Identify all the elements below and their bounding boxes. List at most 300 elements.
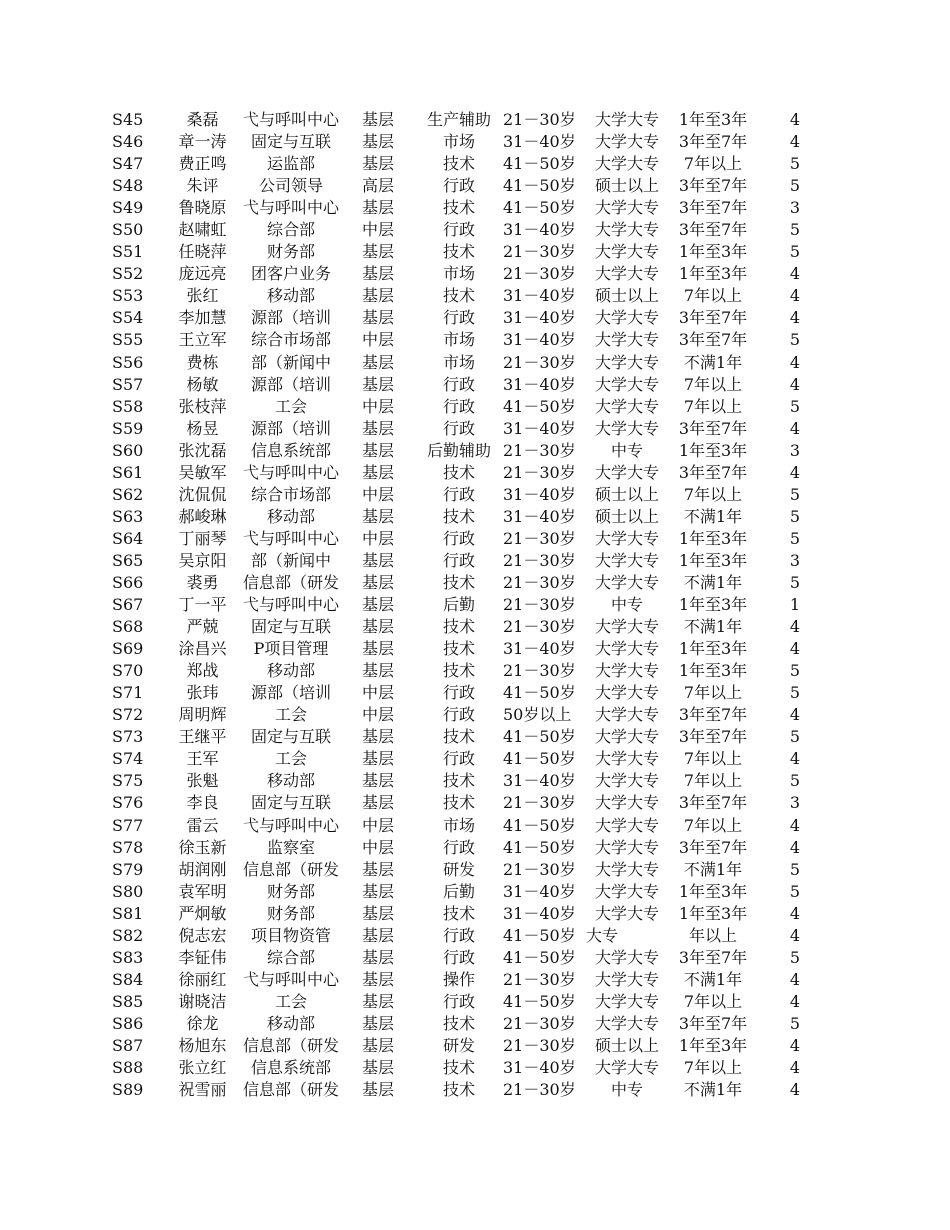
tenure-cell: 3年至7年 — [678, 330, 748, 350]
employee-id-cell: S66 — [112, 572, 144, 592]
table-row — [0, 241, 950, 263]
employee-name-cell: 杨敏 — [186, 374, 219, 394]
table-row — [0, 1057, 950, 1079]
employee-id-cell: S80 — [112, 881, 144, 901]
score-cell: 5 — [789, 484, 800, 504]
age-group-cell: 21－30岁 — [503, 859, 576, 879]
education-cell: 硕士以上 — [594, 484, 659, 504]
age-group-cell: 41－50岁 — [503, 947, 576, 967]
age-group-cell: 31－40岁 — [503, 220, 576, 240]
score-cell: 5 — [789, 154, 800, 174]
education-cell: 中专 — [610, 440, 643, 460]
age-group-cell: 21－30岁 — [503, 352, 576, 372]
education-cell: 硕士以上 — [594, 286, 659, 306]
tenure-cell: 1年至3年 — [678, 110, 748, 129]
job-category-cell: 市场 — [442, 330, 475, 350]
employee-name-cell: 张沈磊 — [178, 440, 227, 460]
employee-id-cell: S45 — [112, 110, 144, 129]
department-cell: 信息部（研发 — [242, 1035, 339, 1055]
tenure-cell: 7年以上 — [683, 396, 743, 416]
age-group-cell: 50岁以上 — [503, 705, 572, 725]
age-group-cell: 41－50岁 — [503, 154, 576, 174]
department-cell: 移动部 — [266, 1013, 315, 1033]
position-level-cell: 中层 — [361, 705, 394, 725]
tenure-cell: 1年至3年 — [678, 639, 748, 659]
employee-name-cell: 祝雪丽 — [178, 1080, 227, 1100]
education-cell: 大学大专 — [594, 572, 659, 592]
age-group-cell: 31－40岁 — [503, 132, 576, 152]
job-category-cell: 行政 — [442, 418, 475, 438]
education-cell: 大学大专 — [594, 771, 659, 791]
position-level-cell: 基层 — [361, 1035, 394, 1055]
employee-id-cell: S47 — [112, 154, 144, 174]
position-level-cell: 基层 — [361, 771, 394, 791]
table-row — [0, 329, 950, 351]
employee-id-cell: S72 — [112, 705, 144, 725]
job-category-cell: 行政 — [442, 484, 475, 504]
department-cell: 固定与互联 — [250, 617, 331, 637]
department-cell: 弋与呼叫中心 — [242, 110, 339, 129]
score-cell: 4 — [789, 286, 800, 306]
table-row — [0, 109, 950, 131]
tenure-cell: 不满1年 — [683, 572, 743, 592]
education-cell: 大学大专 — [594, 528, 659, 548]
tenure-cell: 7年以上 — [683, 1058, 743, 1078]
position-level-cell: 基层 — [361, 506, 394, 526]
employee-id-cell: S62 — [112, 484, 144, 504]
job-category-cell: 后勤辅助 — [426, 440, 491, 460]
tenure-cell: 7年以上 — [683, 484, 743, 504]
job-category-cell: 技术 — [442, 727, 475, 747]
job-category-cell: 操作 — [442, 969, 475, 989]
table-row — [0, 572, 950, 594]
employee-name-cell: 袁军明 — [178, 881, 227, 901]
job-category-cell: 技术 — [442, 793, 475, 813]
department-cell: 运监部 — [266, 154, 315, 174]
employee-name-cell: 李钲伟 — [178, 947, 227, 967]
score-cell: 3 — [789, 550, 800, 570]
table-row — [0, 462, 950, 484]
age-group-cell: 31－40岁 — [503, 418, 576, 438]
position-level-cell: 中层 — [361, 528, 394, 548]
position-level-cell: 基层 — [361, 132, 394, 152]
employee-id-cell: S64 — [112, 528, 144, 548]
table-row — [0, 285, 950, 307]
education-cell: 大学大专 — [594, 815, 659, 835]
employee-name-cell: 章一涛 — [178, 132, 227, 152]
job-category-cell: 市场 — [442, 352, 475, 372]
job-category-cell: 技术 — [442, 286, 475, 306]
position-level-cell: 基层 — [361, 374, 394, 394]
tenure-cell: 7年以上 — [683, 286, 743, 306]
score-cell: 4 — [789, 705, 800, 725]
employee-name-cell: 王军 — [186, 749, 219, 769]
age-group-cell: 31－40岁 — [503, 484, 576, 504]
table-row — [0, 1079, 950, 1101]
education-cell: 大学大专 — [594, 705, 659, 725]
position-level-cell: 基层 — [361, 264, 394, 284]
employee-name-cell: 徐龙 — [186, 1013, 219, 1033]
position-level-cell: 基层 — [361, 727, 394, 747]
employee-name-cell: 张魁 — [186, 771, 219, 791]
job-category-cell: 技术 — [442, 771, 475, 791]
position-level-cell: 基层 — [361, 969, 394, 989]
age-group-cell: 21－30岁 — [503, 528, 576, 548]
education-cell: 大学大专 — [594, 859, 659, 879]
score-cell: 4 — [789, 837, 800, 857]
employee-id-cell: S79 — [112, 859, 144, 879]
age-group-cell: 41－50岁 — [503, 176, 576, 196]
tenure-cell: 1年至3年 — [678, 903, 748, 923]
position-level-cell: 中层 — [361, 837, 394, 857]
position-level-cell: 基层 — [361, 617, 394, 637]
score-cell: 4 — [789, 110, 800, 129]
position-level-cell: 基层 — [361, 550, 394, 570]
job-category-cell: 技术 — [442, 462, 475, 482]
table-row — [0, 131, 950, 153]
employee-id-cell: S75 — [112, 771, 144, 791]
tenure-cell: 3年至7年 — [678, 176, 748, 196]
department-cell: 弋与呼叫中心 — [242, 595, 339, 615]
employee-name-cell: 赵啸虹 — [178, 220, 227, 240]
tenure-cell: 1年至3年 — [678, 440, 748, 460]
table-row — [0, 440, 950, 462]
table-row — [0, 396, 950, 418]
employee-id-cell: S71 — [112, 683, 144, 703]
employee-id-cell: S83 — [112, 947, 144, 967]
education-cell: 大学大专 — [594, 374, 659, 394]
age-group-cell: 21－30岁 — [503, 110, 576, 129]
employee-name-cell: 严炯敏 — [178, 903, 227, 923]
position-level-cell: 基层 — [361, 661, 394, 681]
age-group-cell: 41－50岁 — [503, 396, 576, 416]
table-row — [0, 307, 950, 329]
job-category-cell: 生产辅助 — [426, 110, 491, 129]
position-level-cell: 中层 — [361, 484, 394, 504]
department-cell: 移动部 — [266, 661, 315, 681]
score-cell: 4 — [789, 991, 800, 1011]
employee-name-cell: 郝峻琳 — [178, 506, 227, 526]
age-group-cell: 21－30岁 — [503, 572, 576, 592]
tenure-cell: 不满1年 — [683, 506, 743, 526]
position-level-cell: 中层 — [361, 396, 394, 416]
employee-name-cell: 桑磊 — [186, 110, 219, 129]
age-group-cell: 31－40岁 — [503, 1058, 576, 1078]
job-category-cell: 技术 — [442, 1013, 475, 1033]
score-cell: 4 — [789, 264, 800, 284]
employee-id-cell: S67 — [112, 595, 144, 615]
department-cell: 移动部 — [266, 771, 315, 791]
tenure-cell: 3年至7年 — [678, 198, 748, 218]
tenure-cell: 1年至3年 — [678, 1035, 748, 1055]
age-group-cell: 41－50岁 — [503, 991, 576, 1011]
position-level-cell: 基层 — [361, 286, 394, 306]
tenure-cell: 3年至7年 — [678, 132, 748, 152]
department-cell: 部（新闻中 — [250, 352, 331, 372]
tenure-cell: 7年以上 — [683, 771, 743, 791]
position-level-cell: 中层 — [361, 683, 394, 703]
job-category-cell: 技术 — [442, 572, 475, 592]
score-cell: 5 — [789, 506, 800, 526]
tenure-cell: 不满1年 — [683, 617, 743, 637]
score-cell: 5 — [789, 771, 800, 791]
table-row — [0, 770, 950, 792]
job-category-cell: 行政 — [442, 991, 475, 1011]
employee-name-cell: 杨昱 — [186, 418, 219, 438]
age-group-cell: 41－50岁 — [503, 749, 576, 769]
employee-id-cell: S65 — [112, 550, 144, 570]
job-category-cell: 技术 — [442, 1058, 475, 1078]
employee-id-cell: S77 — [112, 815, 144, 835]
position-level-cell: 基层 — [361, 991, 394, 1011]
table-row — [0, 748, 950, 770]
job-category-cell: 行政 — [442, 374, 475, 394]
employee-name-cell: 吴敏军 — [178, 462, 227, 482]
department-cell: 信息系统部 — [250, 1058, 331, 1078]
employee-id-cell: S51 — [112, 242, 144, 262]
employee-name-cell: 郑战 — [186, 661, 219, 681]
job-category-cell: 后勤 — [442, 881, 475, 901]
employee-name-cell: 裘勇 — [186, 572, 219, 592]
job-category-cell: 行政 — [442, 749, 475, 769]
education-cell: 大学大专 — [594, 749, 659, 769]
education-cell: 大学大专 — [594, 550, 659, 570]
education-cell: 大学大专 — [594, 418, 659, 438]
position-level-cell: 基层 — [361, 1058, 394, 1078]
job-category-cell: 技术 — [442, 198, 475, 218]
table-row — [0, 638, 950, 660]
department-cell: 弋与呼叫中心 — [242, 462, 339, 482]
age-group-cell: 21－30岁 — [503, 969, 576, 989]
job-category-cell: 行政 — [442, 308, 475, 328]
score-cell: 5 — [789, 176, 800, 196]
education-cell: 中专 — [610, 1080, 643, 1100]
education-cell: 大学大专 — [594, 947, 659, 967]
education-cell: 大学大专 — [594, 1058, 659, 1078]
employee-id-cell: S53 — [112, 286, 144, 306]
employee-id-cell: S50 — [112, 220, 144, 240]
position-level-cell: 基层 — [361, 242, 394, 262]
department-cell: 源部（培训 — [250, 374, 331, 394]
job-category-cell: 行政 — [442, 837, 475, 857]
position-level-cell: 基层 — [361, 595, 394, 615]
education-cell: 大学大专 — [594, 991, 659, 1011]
position-level-cell: 基层 — [361, 903, 394, 923]
table-row — [0, 550, 950, 572]
employee-name-cell: 张枝萍 — [178, 396, 227, 416]
score-cell: 5 — [789, 683, 800, 703]
tenure-cell: 3年至7年 — [678, 1013, 748, 1033]
position-level-cell: 基层 — [361, 1080, 394, 1100]
education-cell: 大学大专 — [594, 661, 659, 681]
table-row — [0, 1035, 950, 1057]
job-category-cell: 技术 — [442, 639, 475, 659]
table-row — [0, 197, 950, 219]
position-level-cell: 基层 — [361, 198, 394, 218]
employee-id-cell: S74 — [112, 749, 144, 769]
tenure-cell: 7年以上 — [683, 683, 743, 703]
age-group-cell: 21－30岁 — [503, 242, 576, 262]
tenure-cell: 不满1年 — [683, 859, 743, 879]
table-row — [0, 219, 950, 241]
department-cell: 综合市场部 — [250, 330, 331, 350]
employee-id-cell: S55 — [112, 330, 144, 350]
employee-id-cell: S63 — [112, 506, 144, 526]
employee-name-cell: 吴京阳 — [178, 550, 227, 570]
table-row — [0, 815, 950, 837]
employee-id-cell: S73 — [112, 727, 144, 747]
job-category-cell: 行政 — [442, 176, 475, 196]
employee-name-cell: 倪志宏 — [178, 925, 227, 945]
job-category-cell: 行政 — [442, 550, 475, 570]
tenure-cell: 3年至7年 — [678, 727, 748, 747]
department-cell: 固定与互联 — [250, 727, 331, 747]
department-cell: 工会 — [274, 396, 307, 416]
age-group-cell: 21－30岁 — [503, 462, 576, 482]
employee-id-cell: S68 — [112, 617, 144, 637]
department-cell: 移动部 — [266, 286, 315, 306]
table-row — [0, 660, 950, 682]
education-cell: 大学大专 — [594, 793, 659, 813]
table-row — [0, 352, 950, 374]
score-cell: 4 — [789, 969, 800, 989]
age-group-cell: 31－40岁 — [503, 639, 576, 659]
table-row — [0, 374, 950, 396]
employee-name-cell: 张红 — [186, 286, 219, 306]
tenure-cell: 7年以上 — [683, 154, 743, 174]
table-row — [0, 991, 950, 1013]
table-row — [0, 947, 950, 969]
table-row — [0, 726, 950, 748]
job-category-cell: 技术 — [442, 661, 475, 681]
table-row — [0, 859, 950, 881]
score-cell: 5 — [789, 859, 800, 879]
department-cell: 固定与互联 — [250, 793, 331, 813]
table-row — [0, 925, 950, 947]
job-category-cell: 技术 — [442, 903, 475, 923]
employee-id-cell: S76 — [112, 793, 144, 813]
tenure-cell: 1年至3年 — [678, 595, 748, 615]
score-cell: 5 — [789, 881, 800, 901]
score-cell: 5 — [789, 947, 800, 967]
education-cell: 大学大专 — [594, 352, 659, 372]
score-cell: 4 — [789, 418, 800, 438]
education-cell: 大学大专 — [594, 154, 659, 174]
employee-name-cell: 费正鸣 — [178, 154, 227, 174]
position-level-cell: 中层 — [361, 220, 394, 240]
employee-name-cell: 王继平 — [178, 727, 227, 747]
age-group-cell: 31－40岁 — [503, 374, 576, 394]
job-category-cell: 技术 — [442, 1080, 475, 1100]
education-cell: 大学大专 — [594, 462, 659, 482]
department-cell: 项目物资管 — [250, 925, 331, 945]
age-group-cell: 31－40岁 — [503, 330, 576, 350]
position-level-cell: 中层 — [361, 815, 394, 835]
department-cell: P项目管理 — [253, 639, 329, 659]
employee-id-cell: S48 — [112, 176, 144, 196]
score-cell: 5 — [789, 330, 800, 350]
employee-id-cell: S49 — [112, 198, 144, 218]
department-cell: 信息系统部 — [250, 440, 331, 460]
department-cell: 团客户业务 — [250, 264, 331, 284]
tenure-cell: 1年至3年 — [678, 661, 748, 681]
education-cell: 大学大专 — [594, 903, 659, 923]
employee-name-cell: 谢晓洁 — [178, 991, 227, 1011]
age-group-cell: 41－50岁 — [503, 727, 576, 747]
score-cell: 3 — [789, 793, 800, 813]
education-cell: 大学大专 — [594, 308, 659, 328]
education-cell: 硕士以上 — [594, 176, 659, 196]
department-cell: 综合部 — [266, 947, 315, 967]
job-category-cell: 市场 — [442, 264, 475, 284]
education-cell: 大学大专 — [594, 396, 659, 416]
employee-name-cell: 严兢 — [186, 617, 219, 637]
tenure-cell: 1年至3年 — [678, 550, 748, 570]
position-level-cell: 基层 — [361, 418, 394, 438]
employee-id-cell: S85 — [112, 991, 144, 1011]
score-cell: 4 — [789, 374, 800, 394]
employee-id-cell: S88 — [112, 1058, 144, 1078]
employee-name-cell: 费栋 — [186, 352, 219, 372]
employee-name-cell: 丁丽琴 — [178, 528, 227, 548]
position-level-cell: 基层 — [361, 1013, 394, 1033]
job-category-cell: 行政 — [442, 396, 475, 416]
tenure-cell: 不满1年 — [683, 1080, 743, 1100]
age-group-cell: 21－30岁 — [503, 264, 576, 284]
department-cell: 财务部 — [266, 903, 315, 923]
age-group-cell: 31－40岁 — [503, 286, 576, 306]
age-group-cell: 21－30岁 — [503, 617, 576, 637]
employee-id-cell: S69 — [112, 639, 144, 659]
score-cell: 4 — [789, 925, 800, 945]
employee-id-cell: S56 — [112, 352, 144, 372]
department-cell: 固定与互联 — [250, 132, 331, 152]
job-category-cell: 行政 — [442, 220, 475, 240]
department-cell: 源部（培训 — [250, 308, 331, 328]
education-cell: 大学大专 — [594, 242, 659, 262]
employee-name-cell: 王立军 — [178, 330, 227, 350]
age-group-cell: 21－30岁 — [503, 550, 576, 570]
department-cell: 源部（培训 — [250, 418, 331, 438]
education-cell: 硕士以上 — [594, 1035, 659, 1055]
employee-name-cell: 李良 — [186, 793, 219, 813]
score-cell: 1 — [789, 595, 800, 615]
job-category-cell: 技术 — [442, 242, 475, 262]
tenure-cell: 3年至7年 — [678, 837, 748, 857]
employee-id-cell: S86 — [112, 1013, 144, 1033]
employee-name-cell: 杨旭东 — [178, 1035, 227, 1055]
tenure-cell: 3年至7年 — [678, 793, 748, 813]
age-group-cell: 21－30岁 — [503, 793, 576, 813]
employee-name-cell: 胡润刚 — [178, 859, 227, 879]
tenure-cell: 7年以上 — [683, 815, 743, 835]
age-group-cell: 21－30岁 — [503, 661, 576, 681]
position-level-cell: 基层 — [361, 859, 394, 879]
score-cell: 4 — [789, 462, 800, 482]
job-category-cell: 行政 — [442, 925, 475, 945]
job-category-cell: 研发 — [442, 859, 475, 879]
position-level-cell: 基层 — [361, 462, 394, 482]
position-level-cell: 中层 — [361, 330, 394, 350]
tenure-cell: 3年至7年 — [678, 220, 748, 240]
education-cell: 大学大专 — [594, 617, 659, 637]
employee-name-cell: 周明辉 — [178, 705, 227, 725]
score-cell: 4 — [789, 308, 800, 328]
table-row — [0, 837, 950, 859]
employee-id-cell: S54 — [112, 308, 144, 328]
tenure-cell: 1年至3年 — [678, 528, 748, 548]
score-cell: 4 — [789, 617, 800, 637]
